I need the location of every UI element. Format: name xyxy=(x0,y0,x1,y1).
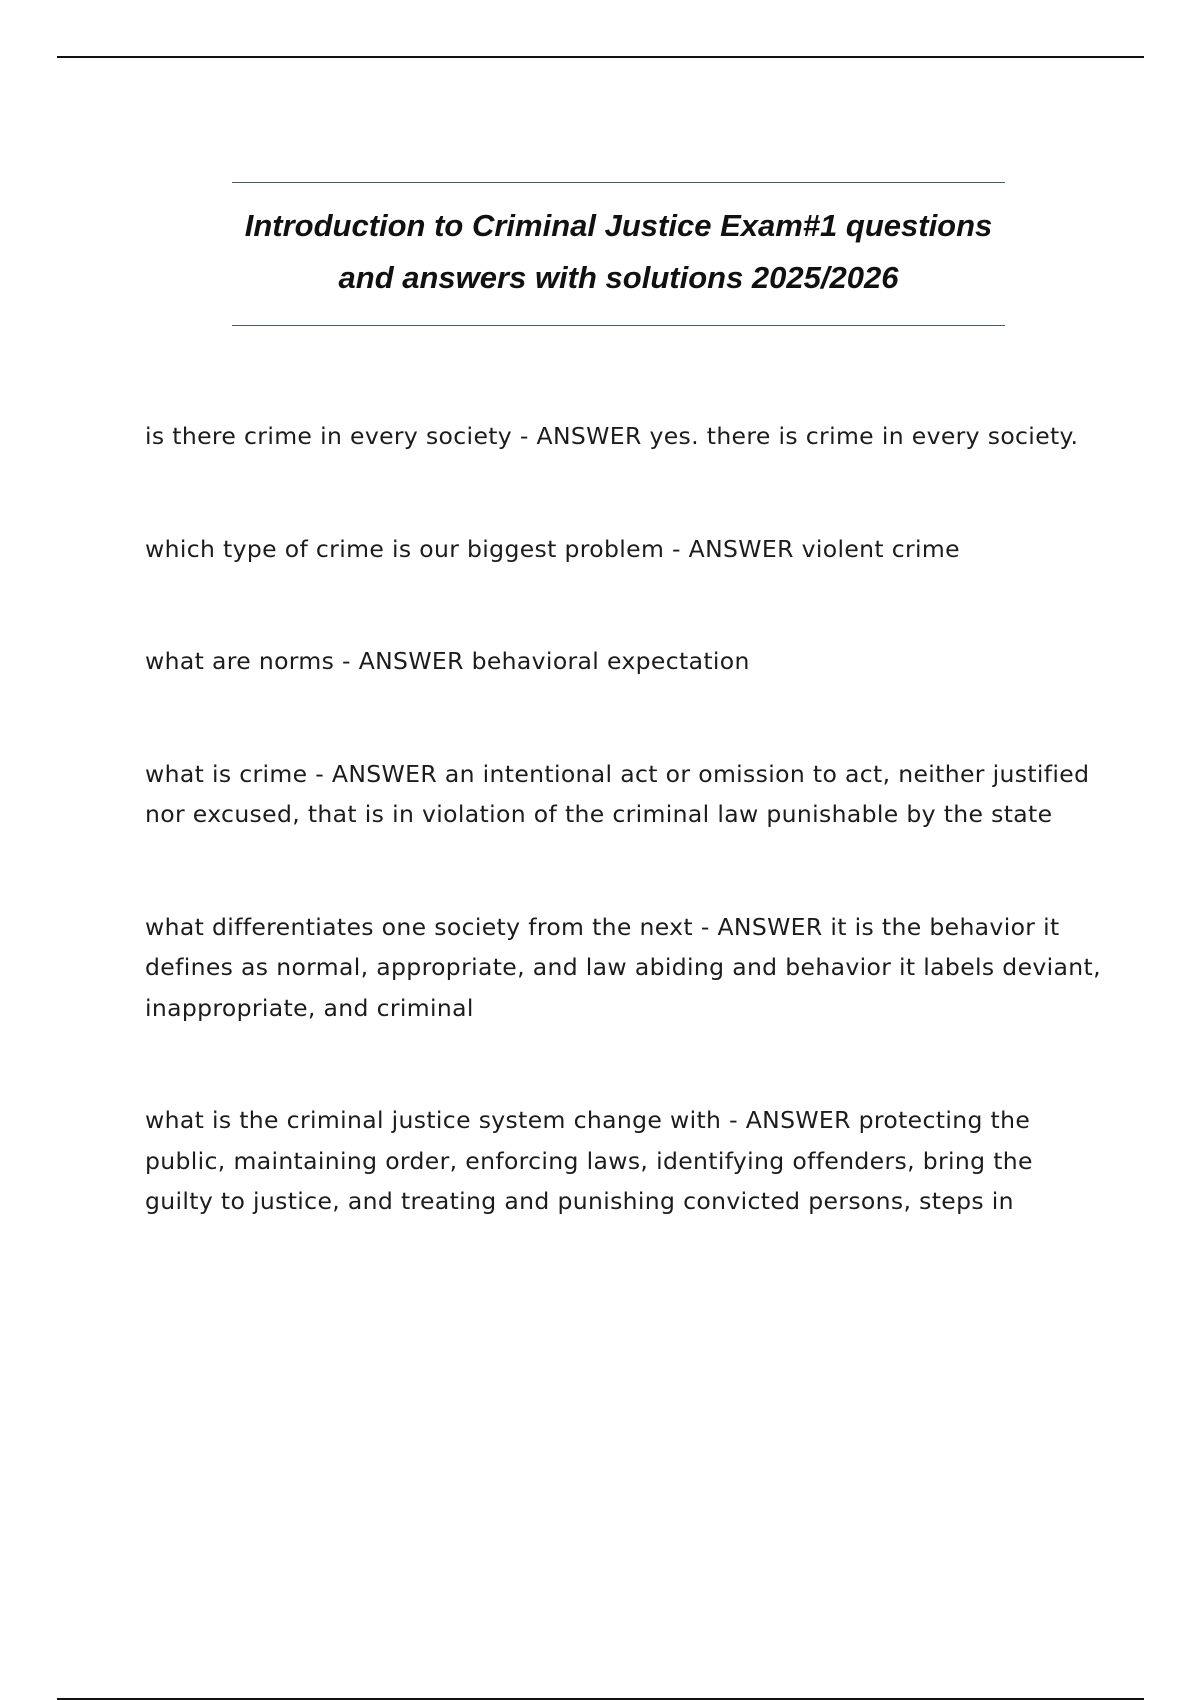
title-bottom-rule xyxy=(232,325,1005,326)
qa-question: is there crime in every society xyxy=(145,422,513,450)
qa-separator: - ANSWER xyxy=(721,1106,859,1134)
qa-question: what differentiates one society from the next xyxy=(145,912,693,941)
qa-separator: - ANSWER xyxy=(512,422,650,450)
qa-answer: an intentional act or omission to act, neither justified nor excused, that is in violation of the criminal law punishable by the state xyxy=(145,759,1090,828)
qa-separator: - ANSWER xyxy=(693,912,831,941)
qa-question: what is crime xyxy=(145,759,308,788)
qa-item xyxy=(145,1100,1105,1222)
qa-answer: violent crime xyxy=(801,534,960,563)
qa-separator: - ANSWER xyxy=(307,759,445,788)
document-title: Introduction to Criminal Justice Exam#1 questions and answers with solutions 2025/2026 xyxy=(244,208,993,295)
qa-question: which type of crime is our biggest problem xyxy=(145,534,665,563)
qa-item xyxy=(145,907,1105,1029)
qa-question: what are norms xyxy=(145,647,335,675)
qa-answer: behavioral expectation xyxy=(471,647,750,675)
qa-item xyxy=(145,754,1105,835)
qa-list xyxy=(145,416,1105,1222)
page-top-rule xyxy=(57,56,1144,58)
qa-answer: protecting the public, maintaining order, enforcing laws, identifying offenders, bring the guilty to justice, and treating and punishing convicted persons, steps in xyxy=(145,1106,1033,1215)
qa-item xyxy=(145,529,1105,570)
qa-question: what is the criminal justice system change with xyxy=(145,1106,722,1134)
qa-separator: - ANSWER xyxy=(664,534,802,563)
qa-separator: - ANSWER xyxy=(334,647,472,675)
qa-item xyxy=(145,641,1105,682)
qa-answer: it is the behavior it defines as normal, appropriate, and law abiding and behavior it labels deviant, inappropriate, and criminal xyxy=(145,912,1101,1022)
qa-answer: yes. there is crime in every society. xyxy=(649,422,1079,450)
qa-item xyxy=(145,416,1105,457)
title-top-rule xyxy=(232,182,1005,183)
